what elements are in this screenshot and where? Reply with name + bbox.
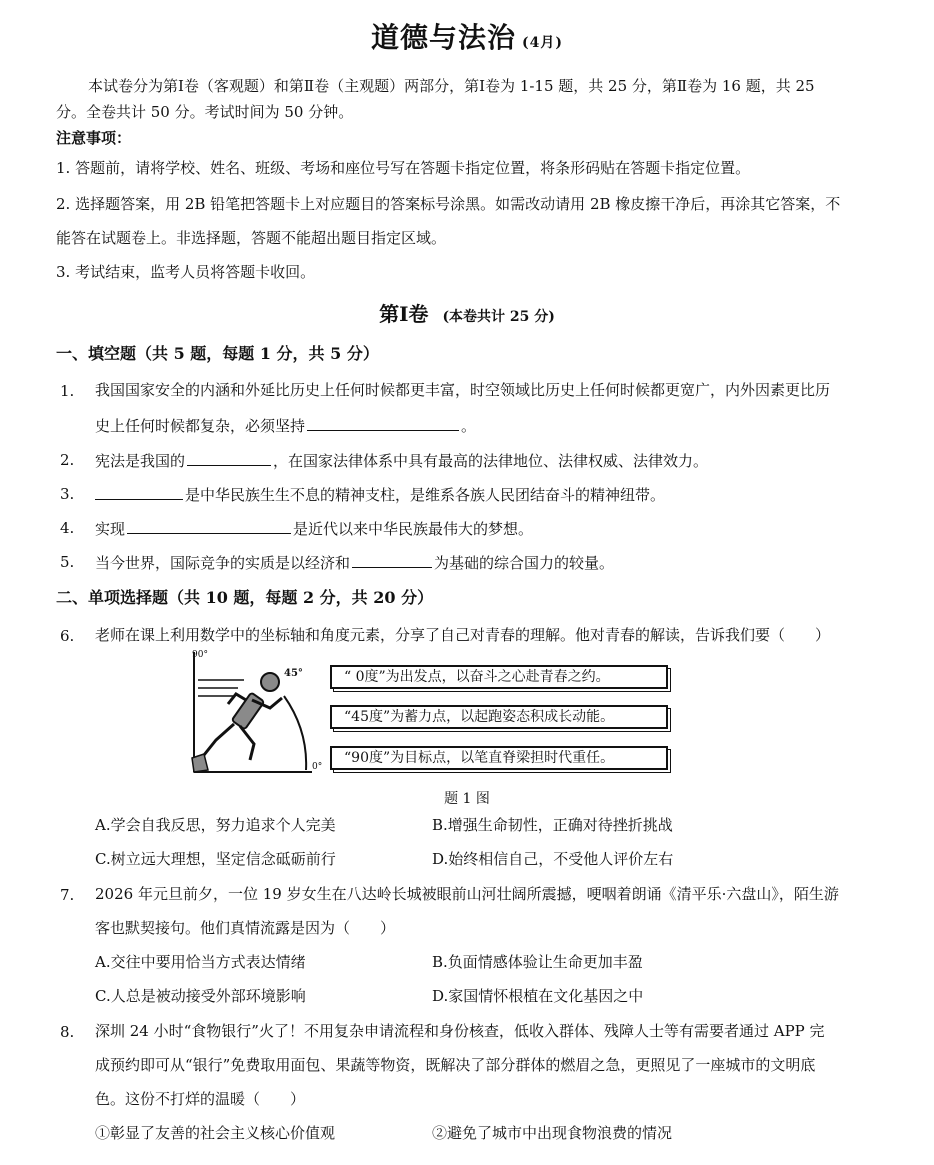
- question-4-text-a: 实现: [95, 520, 126, 538]
- question-7-option-c[interactable]: C.人总是被动接受外部环境影响: [95, 987, 306, 1005]
- section-title: [0, 298, 934, 327]
- question-1-text: 史上任何时候都复杂，必须坚持: [95, 417, 306, 435]
- question-5: [95, 553, 614, 571]
- question-7-option-a[interactable]: A.交往中要用恰当方式表达情绪: [95, 953, 306, 971]
- question-1-end: 。: [461, 417, 477, 435]
- notice-item-2-line-2: 能答在试题卷上。非选择题，答题不能超出题目指定区域。: [56, 229, 447, 247]
- question-7-option-d[interactable]: D.家国情怀根植在文化基因之中: [432, 987, 644, 1005]
- runner-head: [261, 673, 279, 691]
- figure-caption: 题 1 图: [444, 791, 490, 807]
- page-title: [0, 16, 934, 56]
- question-2-text-a: 宪法是我国的: [95, 452, 186, 470]
- question-6-stem: 老师在课上利用数学中的坐标轴和角度元素，分享了自己对青春的理解。他对青春的解读，告诉我们要（ ）: [95, 626, 831, 644]
- question-8-line-1: 深圳 24 小时“食物银行”火了！不用复杂申请流程和身份核查，低收入群体、残障人士等有需要者通过 APP 完: [95, 1022, 825, 1040]
- question-6-option-a[interactable]: A.学会自我反思，努力追求个人完美: [95, 816, 336, 834]
- intro-line-1: 本试卷分为第Ⅰ卷（客观题）和第Ⅱ卷（主观题）两部分，第Ⅰ卷为 1-15 题，共 25 分，第Ⅱ卷为 16 题，共 25: [88, 77, 815, 95]
- notice-item-1: 1. 答题前，请将学校、姓名、班级、考场和座位号写在答题卡指定位置，将条形码贴在答题卡指定位置。: [56, 159, 751, 177]
- question-6-number: 6.: [60, 627, 75, 645]
- question-5-text-a: 当今世界，国际竞争的实质是以经济和: [95, 554, 351, 572]
- question-5-number: 5.: [60, 553, 75, 571]
- section-name: 第Ⅰ卷: [379, 302, 429, 326]
- question-2-number: 2.: [60, 451, 75, 469]
- question-7-option-b[interactable]: B.负面情感体验让生命更加丰盈: [432, 953, 643, 971]
- figure-card-90-degree: “90度”为目标点，以笔直脊梁担时代重任。: [330, 746, 668, 770]
- question-8-line-3: 色。这份不打烊的温暖（ ）: [95, 1090, 306, 1108]
- answer-blank-5[interactable]: [352, 553, 432, 568]
- answer-blank-1[interactable]: [307, 416, 459, 431]
- question-1-line-1: 我国国家安全的内涵和外延比历史上任何时候都更丰富，时空领域比历史上任何时候都更宽广，内外因素更比历: [95, 381, 831, 399]
- question-2: [95, 451, 708, 469]
- question-4-number: 4.: [60, 519, 75, 537]
- section-subtitle: (本卷共计 25 分): [442, 309, 555, 325]
- question-6-option-b[interactable]: B.增强生命韧性，正确对待挫折挑战: [432, 816, 673, 834]
- question-6-option-c[interactable]: C.树立远大理想，坚定信念砥砺前行: [95, 850, 336, 868]
- exam-title: 道德与法治: [370, 21, 516, 54]
- question-3-text: 是中华民族生生不息的精神支柱，是维系各族人民团结奋斗的精神纽带。: [185, 486, 666, 504]
- question-4-text-b: 是近代以来中华民族最伟大的梦想。: [293, 520, 534, 538]
- question-8-number: 8.: [60, 1023, 75, 1041]
- runner-illustration: [190, 650, 330, 778]
- question-1-line-2: [95, 416, 476, 434]
- angle-90-label: 90°: [192, 650, 208, 660]
- question-2-text-b: ，在国家法律体系中具有最高的法律地位、法律权威、法律效力。: [273, 452, 709, 470]
- answer-blank-2[interactable]: [187, 451, 271, 466]
- question-7-line-2: 客也默契接句。他们真情流露是因为（ ）: [95, 919, 396, 937]
- question-6-option-d[interactable]: D.始终相信自己，不受他人评价左右: [432, 850, 674, 868]
- figure-card-45-degree: “45度”为蓄力点，以起跑姿态积成长动能。: [330, 705, 668, 729]
- answer-blank-4[interactable]: [127, 519, 291, 534]
- question-8-line-2: 成预约即可从“银行”免费取用面包、果蔬等物资，既解决了部分群体的燃眉之急，更照见了一座城市的文明底: [95, 1056, 816, 1074]
- answer-blank-3[interactable]: [95, 485, 183, 500]
- question-3: [95, 485, 665, 503]
- question-8-option-1[interactable]: ①彰显了友善的社会主义核心价值观: [95, 1124, 336, 1142]
- notice-heading: 注意事项：: [56, 129, 132, 147]
- part-2-heading: 二、单项选择题（共 10 题，每题 2 分，共 20 分）: [56, 588, 434, 607]
- angle-45-label: 45°: [284, 668, 303, 679]
- question-4: [95, 519, 533, 537]
- question-7-line-1: 2026 年元旦前夕，一位 19 岁女生在八达岭长城被眼前山河壮阔所震撼，哽咽着朗诵《清平乐·六盘山》，陌生游: [95, 885, 839, 903]
- question-5-text-b: 为基础的综合国力的较量。: [434, 554, 615, 572]
- intro-line-2: 分。全卷共计 50 分。考试时间为 50 分钟。: [56, 103, 354, 121]
- angle-0-label: 0°: [312, 762, 323, 772]
- question-8-option-2[interactable]: ②避免了城市中出现食物浪费的情况: [432, 1124, 673, 1142]
- figure-card-0-degree: “ 0度”为出发点，以奋斗之心赴青春之约。: [330, 665, 668, 689]
- notice-item-3: 3. 考试结束，监考人员将答题卡收回。: [56, 263, 316, 281]
- notice-item-2-line-1: 2. 选择题答案，用 2B 铅笔把答题卡上对应题目的答案标号涂黑。如需改动请用 2B 橡皮擦干净后，再涂其它答案，不: [56, 195, 841, 213]
- angle-arc: [284, 696, 306, 770]
- question-7-number: 7.: [60, 886, 75, 904]
- runner-body: [232, 692, 265, 729]
- part-1-heading: 一、填空题（共 5 题，每题 1 分，共 5 分）: [56, 344, 379, 363]
- question-1-number: 1.: [60, 382, 75, 400]
- question-3-number: 3.: [60, 485, 75, 503]
- exam-month: (4月): [522, 35, 563, 51]
- question-6-figure: [190, 650, 680, 778]
